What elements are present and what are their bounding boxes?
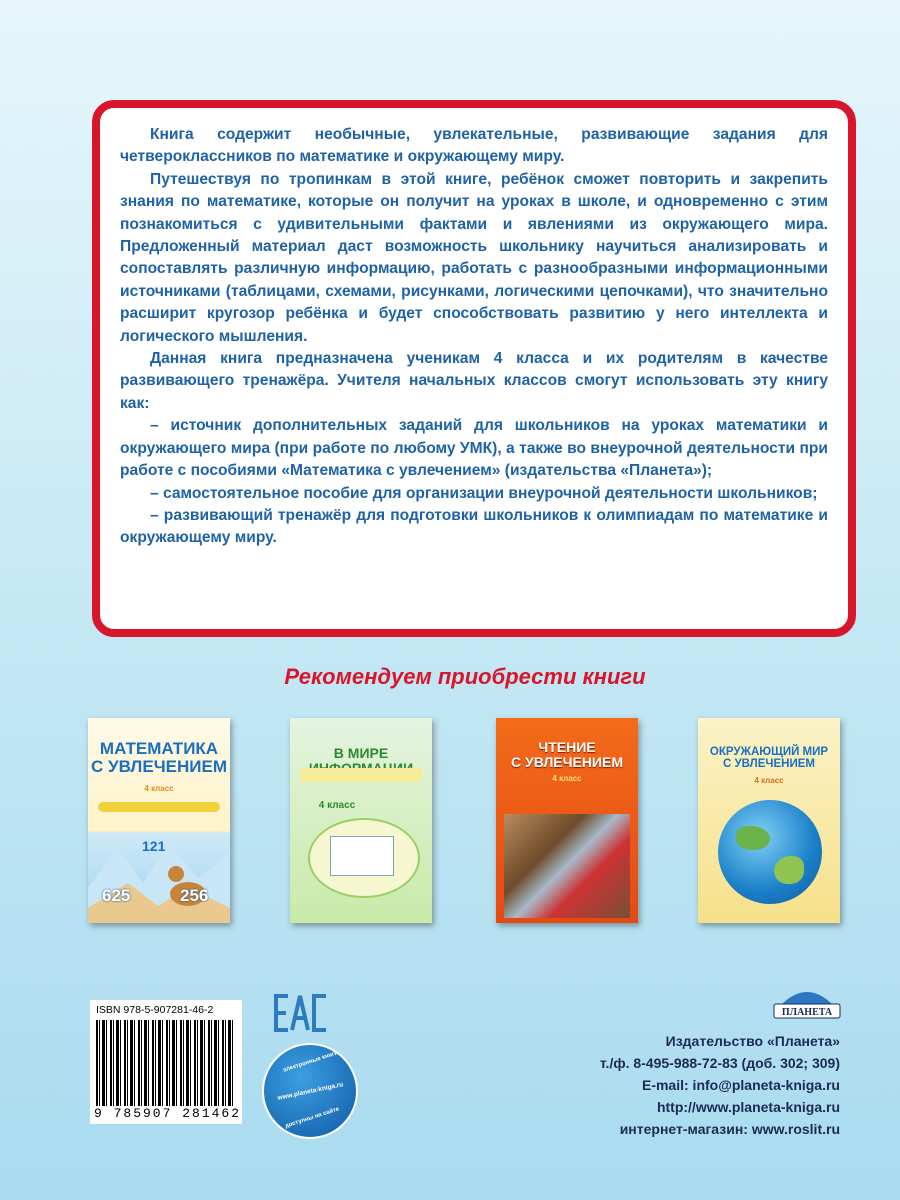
publisher-contacts <box>600 1030 840 1140</box>
book-number: 256 <box>180 886 209 905</box>
book-cover-world[interactable] <box>698 718 840 923</box>
badge-top-text: электронные книги <box>282 1050 339 1074</box>
book-grade: 4 класс <box>318 800 356 811</box>
book-grade: 4 класс <box>754 776 784 785</box>
isbn-label: ISBN 978-5-907281-46-2 <box>96 1004 214 1016</box>
publisher-phone: т./ф. 8-495-988-72-83 (доб. 302; 309) <box>599 1055 840 1071</box>
eac-mark-icon <box>272 992 330 1034</box>
book-grade: 4 класс <box>552 774 582 783</box>
book-banner <box>98 802 220 812</box>
logo-text: ПЛАНЕТА <box>781 1007 833 1018</box>
description-paragraph: Данная книга предназначена ученикам 4 класса и их родителям в качестве развивающего тренажёра. Учителя начальных классов смогут использовать эту книгу как: <box>120 350 828 412</box>
recommend-heading: Рекомендуем приобрести книги <box>284 664 646 689</box>
barcode <box>96 1020 236 1106</box>
description-box <box>92 100 856 637</box>
book-illustration-collage <box>504 814 630 918</box>
description-paragraph: – развивающий тренажёр для подготовки школьников к олимпиадам по математике и окружающему миру. <box>120 506 828 547</box>
globe-illustration <box>718 800 822 904</box>
book-title: В МИРЕ <box>333 745 389 761</box>
electronic-books-badge[interactable] <box>262 1043 358 1139</box>
planeta-logo <box>772 984 842 1024</box>
barcode-digits: 9 785907 281462 <box>94 1106 242 1121</box>
book-cover-info[interactable] <box>290 718 432 923</box>
book-number: 121 <box>142 838 166 854</box>
description-paragraph: Путешествуя по тропинкам в этой книге, ребёнок сможет повторить и закрепить знания по математике, которые он получит на уроках в школе, и одновременно с этим познакомиться с удивительными фактами и явлениями из окружающего мира. Предложенный материал даст возможность школьнику научиться анализировать и сопоставлять различную информацию, работать с разнообразными информационными источниками (таблицами, схемами, рисунками, логическими цепочками), что значительно расширит кругозор ребёнка и будет способствовать развитию у него интеллекта и логического мышления. <box>120 170 828 345</box>
publisher-email[interactable]: E-mail: info@planeta-kniga.ru <box>641 1077 840 1093</box>
publisher-name: Издательство «Планета» <box>665 1033 840 1049</box>
book-illustration-table <box>330 836 394 876</box>
badge-bottom-text: доступны на сайте <box>284 1106 341 1130</box>
publisher-site[interactable]: http://www.planeta-kniga.ru <box>656 1099 840 1115</box>
book-title: МАТЕМАТИКА С УВЛЕЧЕНИЕМ <box>91 739 227 776</box>
book-grade: 4 класс <box>144 784 174 793</box>
book-title: ЧТЕНИЕ С УВЛЕЧЕНИЕМ <box>511 739 623 770</box>
description-paragraph: Книга содержит необычные, увлекательные, развивающие задания для четвероклассников по математике и окружающему миру. <box>120 126 828 166</box>
description-paragraph: – самостоятельное пособие для организации внеурочной деятельности школьников; <box>150 484 818 502</box>
isbn-barcode-block <box>90 1000 242 1124</box>
badge-url: www.planeta-kniga.ru <box>276 1080 344 1102</box>
book-number: 625 <box>102 886 131 905</box>
book-banner <box>300 768 422 782</box>
book-cover-math[interactable] <box>88 718 230 923</box>
book-title: ОКРУЖАЮЩИЙ МИР С УВЛЕЧЕНИЕМ <box>709 746 829 771</box>
publisher-shop[interactable]: интернет-магазин: www.roslit.ru <box>619 1121 840 1137</box>
description-paragraph: – источник дополнительных заданий для школьников на уроках математики и окружающего мира (при работе по любому УМК), а также во внеурочной деятельности при работе с пособиями «Математика с увлечением» (издательства «Планета»); <box>120 417 828 480</box>
book-cover-reading[interactable] <box>496 718 638 923</box>
